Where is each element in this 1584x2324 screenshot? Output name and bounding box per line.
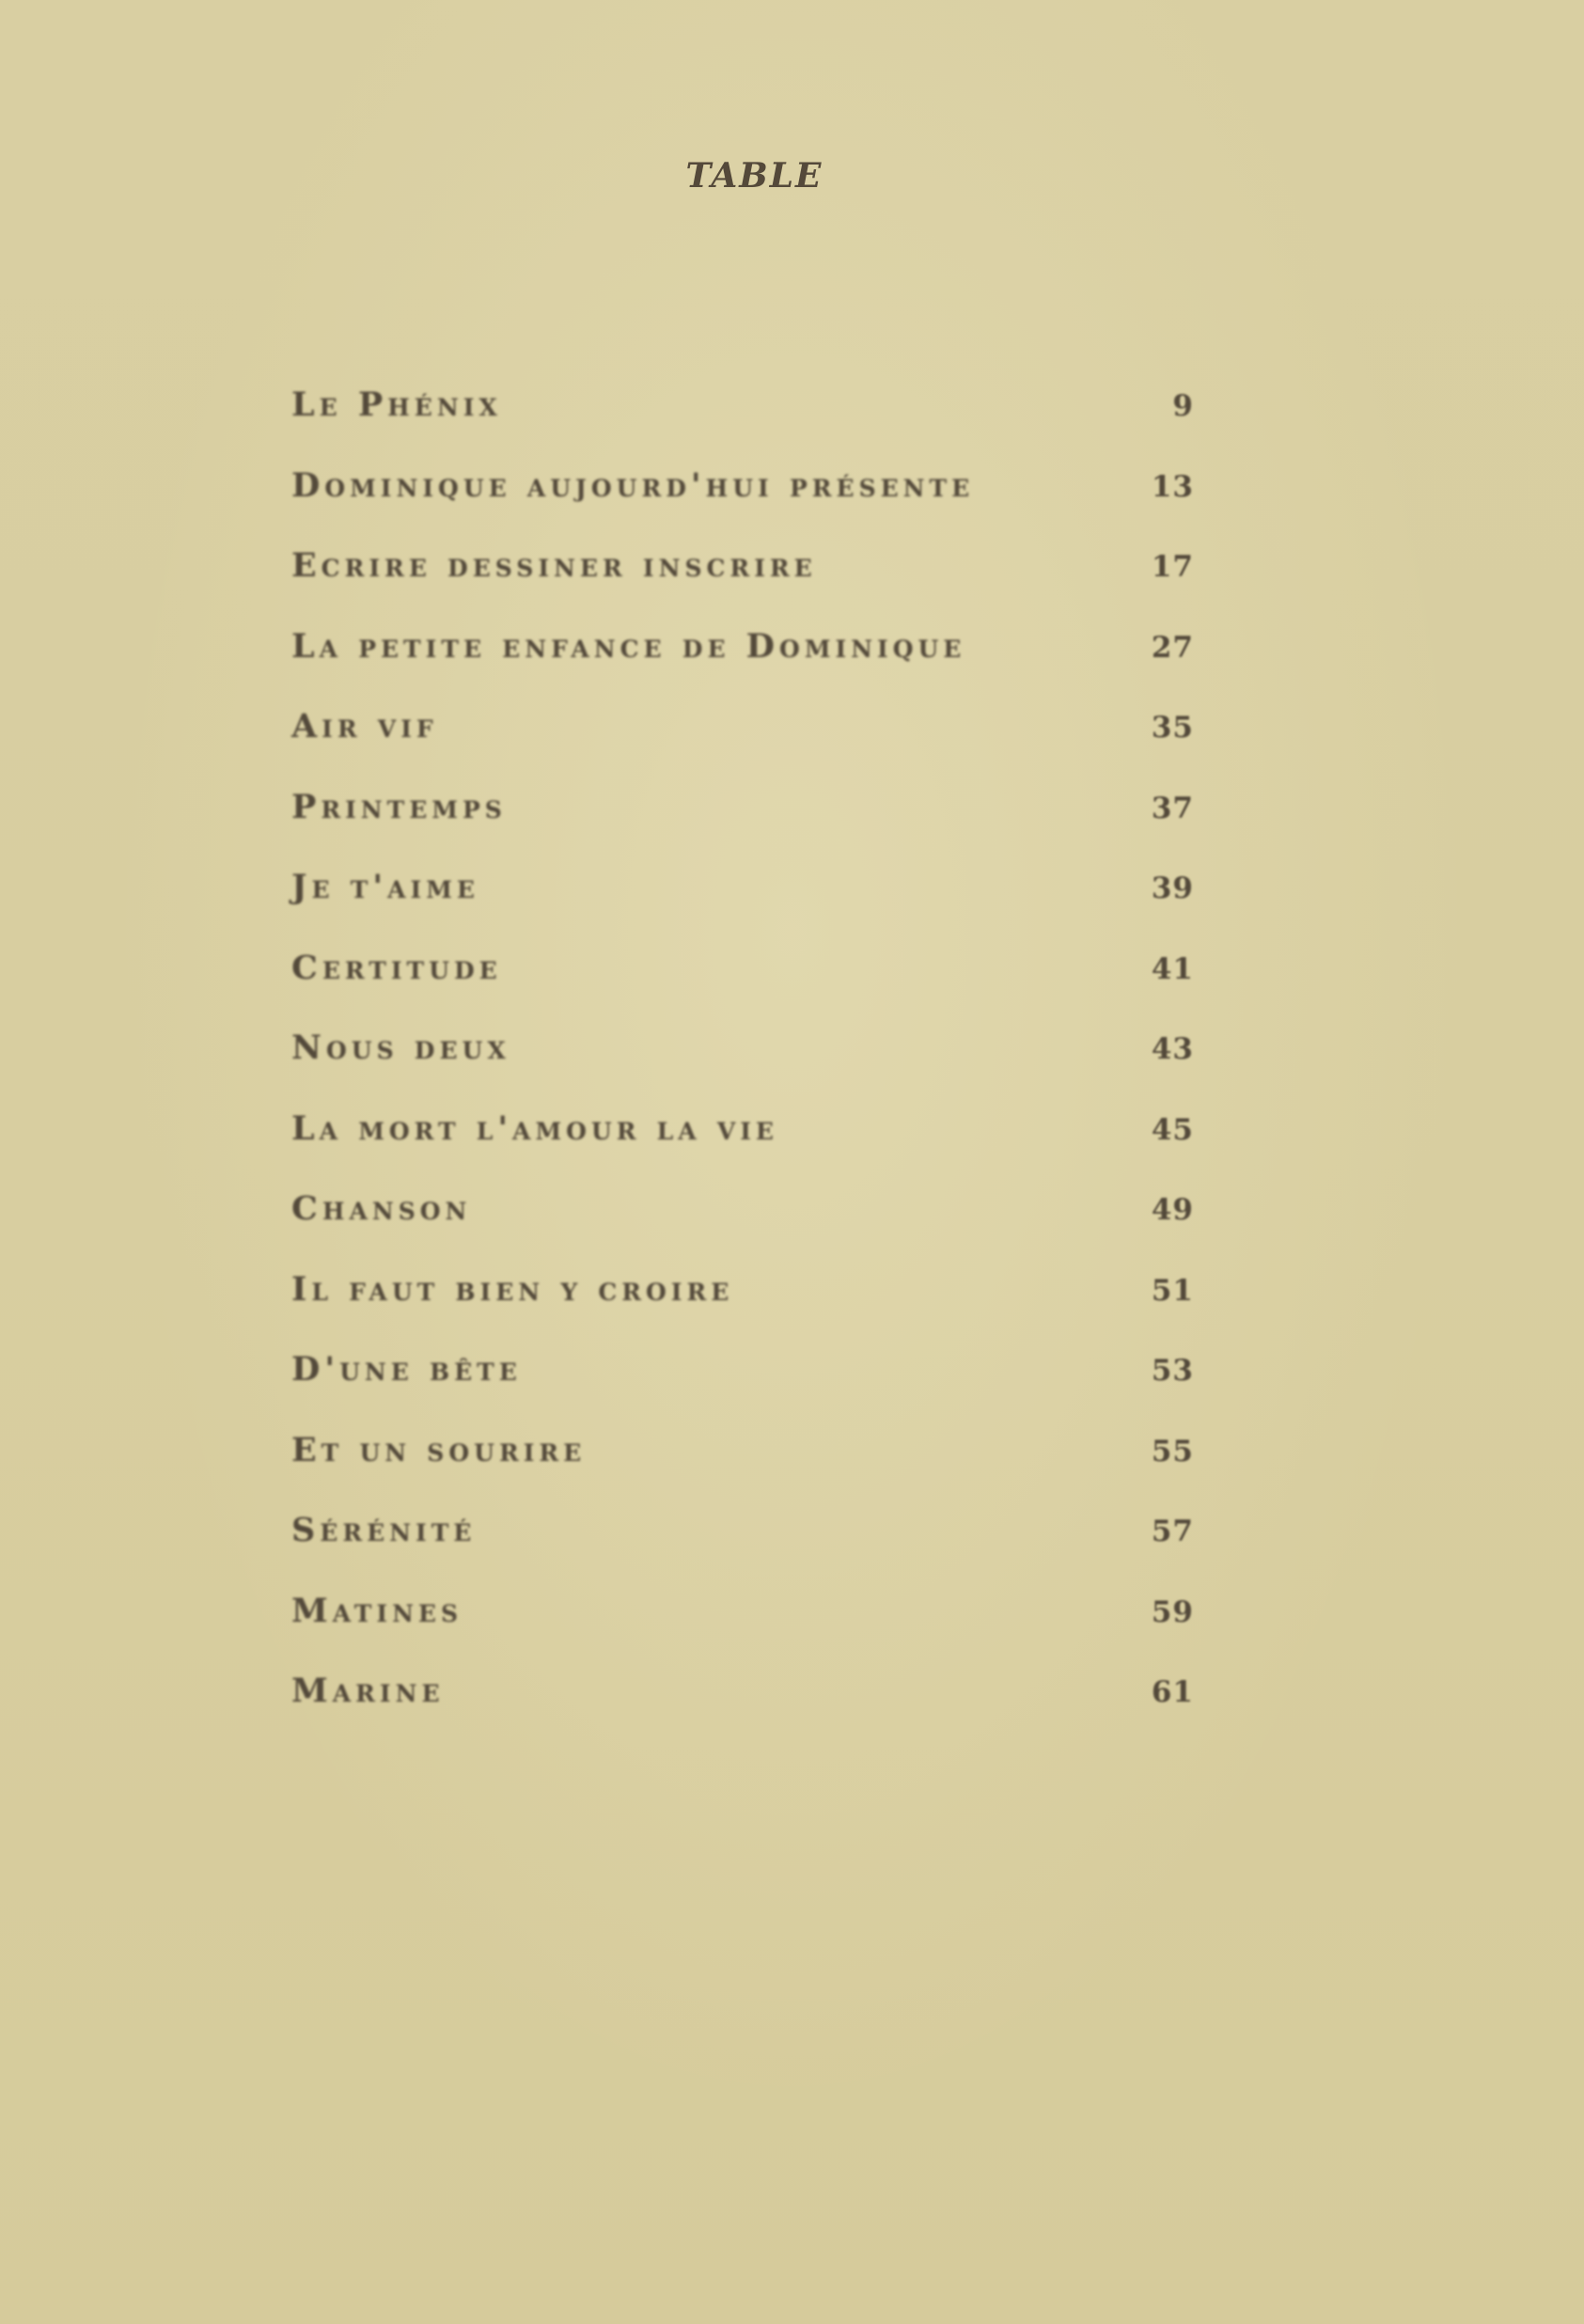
toc-entry-page: 13 [1151,469,1194,504]
toc-entry [291,1431,1194,1512]
toc-entry-page: 37 [1151,791,1194,825]
toc-entry [291,707,1194,788]
table-of-contents [291,385,1194,1752]
toc-entry-page: 55 [1151,1434,1194,1468]
toc-entry [291,1511,1194,1592]
toc-entry [291,466,1194,547]
toc-entry [291,868,1194,949]
toc-entry-title: La petite enfance de Dominique [291,626,966,666]
toc-entry-title: D'une bête [291,1350,522,1389]
toc-entry-title: Certitude [291,948,502,987]
toc-entry-page: 57 [1151,1515,1194,1548]
toc-entry-page: 41 [1151,951,1194,986]
toc-entry-title: Je t'aime [291,868,479,906]
toc-entry-title: Sérénité [291,1511,477,1549]
toc-entry [291,1592,1194,1672]
toc-entry-page: 59 [1151,1594,1194,1629]
toc-entry [291,1189,1194,1270]
toc-entry-page: 61 [1151,1675,1194,1709]
toc-entry-title: Chanson [291,1189,472,1228]
toc-entry-title: Nous deux [291,1029,510,1067]
toc-entry-title: Ecrire dessiner inscrire [291,546,817,585]
toc-entry [291,949,1194,1029]
toc-entry-title: Et un sourire [291,1430,587,1469]
toc-entry-title: Le Phénix [291,385,502,424]
toc-entry [291,788,1194,869]
toc-entry [291,1350,1194,1431]
toc-entry [291,1672,1194,1752]
toc-entry-title: Il faut bien y croire [291,1269,734,1309]
toc-entry [291,1109,1194,1190]
toc-entry-page: 39 [1151,872,1194,905]
page-title: TABLE [685,156,823,196]
toc-entry-page: 9 [1172,389,1194,423]
toc-entry-title: Marine [291,1672,445,1710]
toc-entry-page: 17 [1151,550,1194,584]
toc-entry-title: La mort l'amour la vie [291,1108,778,1148]
toc-entry [291,627,1194,708]
toc-entry-title: Dominique aujourd'hui présente [291,465,975,505]
toc-entry-page: 45 [1151,1112,1194,1147]
toc-entry [291,1270,1194,1351]
toc-entry-page: 53 [1151,1354,1194,1388]
toc-entry-title: Matines [291,1591,463,1630]
toc-entry-page: 49 [1151,1193,1194,1227]
toc-entry-page: 35 [1151,711,1194,745]
toc-entry-page: 51 [1151,1273,1194,1308]
toc-entry-title: Air vif [291,707,438,746]
toc-entry-page: 27 [1151,630,1194,665]
toc-entry [291,1029,1194,1109]
toc-entry-page: 43 [1151,1032,1194,1066]
toc-entry [291,546,1194,627]
toc-entry-title: Printemps [291,787,507,826]
toc-entry [291,385,1194,466]
